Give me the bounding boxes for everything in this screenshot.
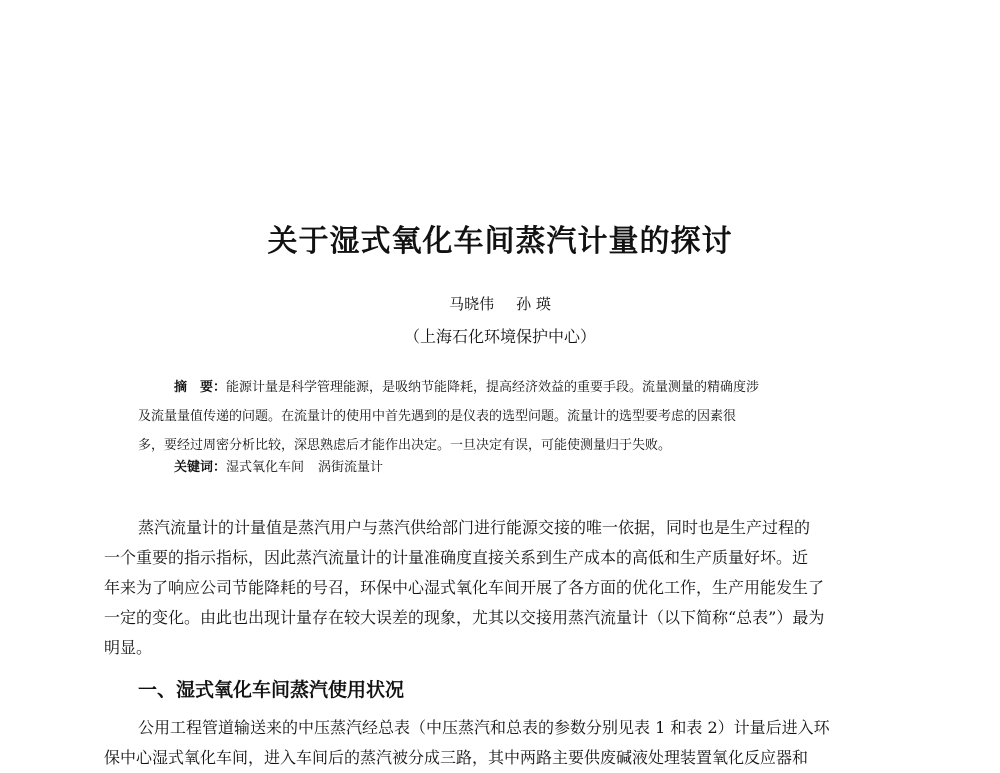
keywords xyxy=(174,458,383,478)
abstract-text: 能源计量是科学管理能源，是吸纳节能降耗，提高经济效益的重要手段。流量测量的精确度涉 xyxy=(226,380,760,395)
keywords-label: 关键词： xyxy=(174,460,227,475)
abstract-line xyxy=(138,373,862,402)
abstract-line: 多，要经过周密分析比较，深思熟虑后才能作出决定。一旦决定有误，可能使测量归于失败。 xyxy=(138,438,672,453)
section-heading: 一、湿式氧化车间蒸汽使用状况 xyxy=(138,679,405,701)
intro-paragraph xyxy=(104,513,896,663)
paragraph-line: 一定的变化。由此也出现计量存在较大误差的现象，尤其以交接用蒸汽流量计（以下简称“总表”）最为 xyxy=(104,608,825,627)
paragraph-line: 蒸汽流量计的计量值是蒸汽用户与蒸汽供给部门进行能源交接的唯一依据，同时也是生产过程的 xyxy=(138,518,811,537)
paragraph-line: 一个重要的指示指标，因此蒸汽流量计的计量准确度直接关系到生产成本的高低和生产质量好坏。近 xyxy=(104,548,809,567)
paragraph-line: 年来为了响应公司节能降耗的号召，环保中心湿式氧化车间开展了各方面的优化工作，生产用能发生了 xyxy=(104,578,825,597)
paragraph-line: 公用工程管道输送来的中压蒸汽经总表（中压蒸汽和总表的参数分别见表 1 和表 2）计量后进入环 xyxy=(138,718,830,737)
section-paragraph xyxy=(104,713,896,773)
paper-title: 关于湿式氧化车间蒸汽计量的探讨 xyxy=(267,224,733,259)
paragraph-line: 明显。 xyxy=(104,638,153,657)
abstract xyxy=(138,373,862,460)
author-list xyxy=(0,294,1000,314)
author-name: 孙 瑛 xyxy=(516,295,551,313)
author-name: 马晓伟 xyxy=(449,295,495,313)
keyword: 湿式氧化车间 xyxy=(226,460,305,475)
paragraph-line: 保中心湿式氧化车间，进入车间后的蒸汽被分成三路，其中两路主要供废碱液处理装置氧化反应器和 xyxy=(104,748,809,767)
affiliation: （上海石化环境保护中心） xyxy=(403,327,596,346)
abstract-line: 及流量量值传递的问题。在流量计的使用中首先遇到的是仪表的选型问题。流量计的选型要考虑的因素很 xyxy=(138,409,737,424)
keyword: 涡街流量计 xyxy=(318,460,384,475)
abstract-label: 摘 要： xyxy=(174,380,227,395)
